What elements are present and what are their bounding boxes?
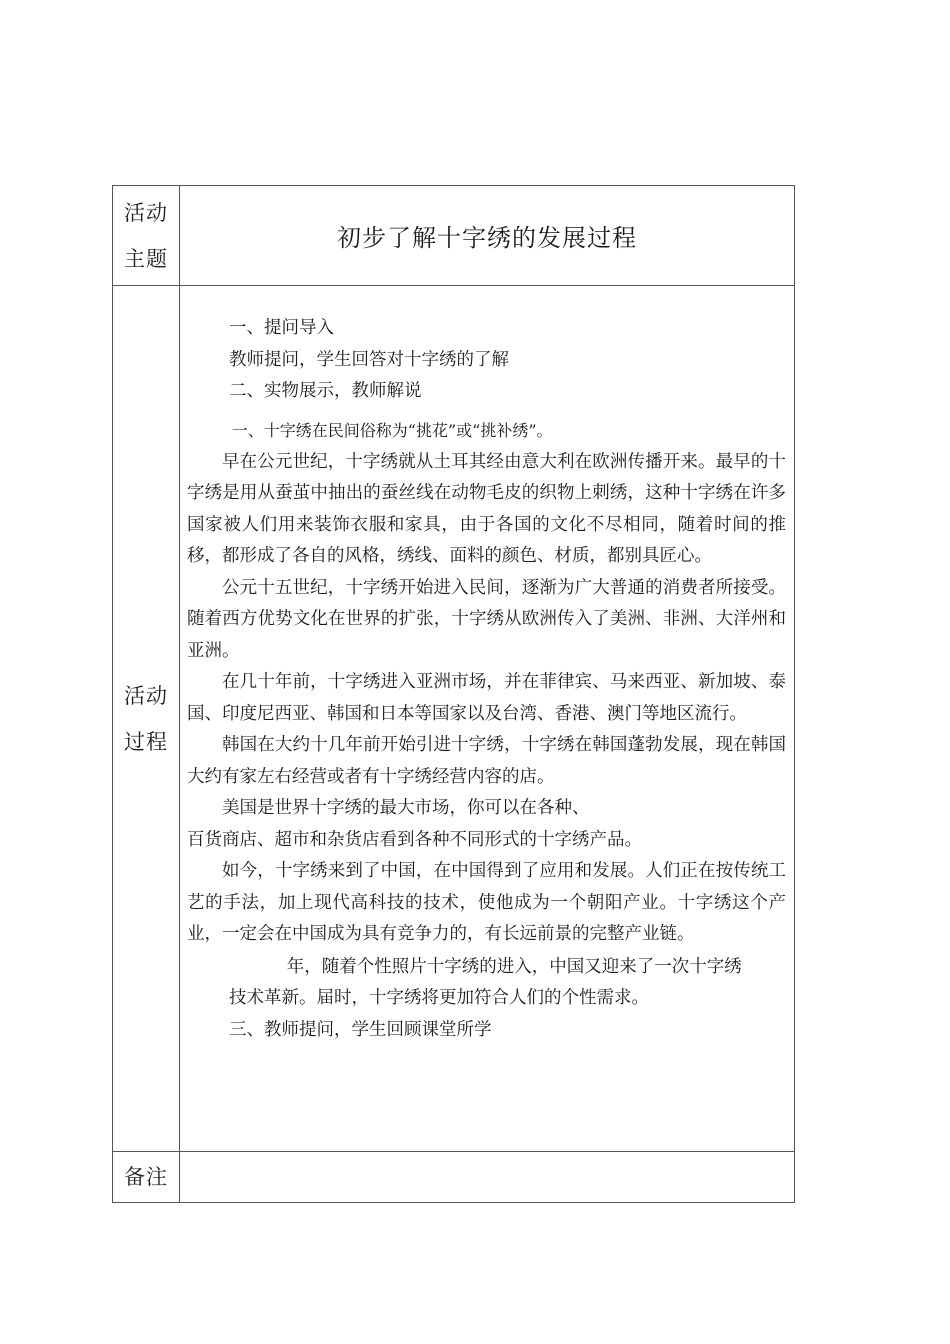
process-label-cell	[113, 286, 180, 1152]
paragraph-china: 如今，十字绣来到了中国，在中国得到了应用和发展。人们正在按传统工艺的手法，加上现代高科技的技术，使他成为一个朝阳产业。十字绣这个产业，一定会在中国成为具有竞争力的，有长远前景的完整产业链。	[187, 861, 786, 944]
topic-title: 初步了解十字绣的发展过程	[180, 186, 795, 286]
paragraph-usa-line1: 美国是世界十字绣的最大市场，你可以在各种、	[222, 798, 590, 818]
paragraph-origin: 早在公元世纪，十字绣就从土耳其经由意大利在欧洲传播开来。最早的十字绣是用从蚕茧中抽出的蚕丝线在动物毛皮的织物上刺绣，这种十字绣在许多国家被人们用来装饰衣服和家具，由于各国的文化不尽相同，随着时间的推移，都形成了各自的风格，绣线、面料的颜色、材质，都别具匠心。	[187, 451, 786, 566]
topic-row	[113, 186, 795, 286]
process-label-line1: 活动	[124, 683, 168, 708]
paragraph-15th-century: 公元十五世纪，十字绣开始进入民间，逐渐为广大普通的消费者所接受。随着西方优势文化在世界的扩张，十字绣从欧洲传入了美洲、非洲、大洋州和亚洲。	[187, 577, 786, 661]
lesson-plan-table	[112, 185, 795, 1203]
process-row	[113, 286, 795, 1152]
paragraph-usa-line2: 百货商店、超市和杂货店看到各种不同形式的十字绣产品。	[187, 829, 642, 850]
paragraph-photo-line1: 年，随着个性照片十字绣的进入，中国又迎来了一次十字绣	[286, 956, 742, 977]
paragraph-asia: 在几十年前，十字绣进入亚洲市场，并在菲律宾、马来西亚、新加坡、泰国、印度尼西亚、韩国和日本等国家以及台湾、香港、澳门等地区流行。	[187, 672, 786, 724]
process-label-line2: 过程	[124, 729, 168, 754]
topic-label-cell	[113, 186, 180, 286]
notes-content	[180, 1152, 795, 1203]
section1-text: 教师提问，学生回答对十字绣的了解	[229, 349, 509, 370]
paragraph-photo-cross-stitch	[187, 952, 786, 1015]
point1-text: 一、十字绣在民间俗称为“挑花”或“挑补绣”。	[231, 420, 553, 440]
section3-heading: 三、教师提问，学生回顾课堂所学	[229, 1019, 492, 1040]
process-content	[180, 286, 794, 1046]
notes-row	[113, 1152, 795, 1203]
topic-label-line2: 主题	[124, 246, 168, 271]
topic-label-line1: 活动	[124, 200, 168, 225]
process-content-cell	[180, 286, 795, 1152]
notes-label: 备注	[113, 1152, 180, 1203]
section1-heading: 一、提问导入	[229, 318, 334, 338]
paragraph-photo-line2: 技术革新。届时，十字绣将更加符合人们的个性需求。	[229, 988, 649, 1008]
section2-heading: 二、实物展示，教师解说	[229, 381, 422, 401]
paragraph-korea: 韩国在大约十几年前开始引进十字绣，十字绣在韩国蓬勃发展，现在韩国大约有家左右经营或者有十字绣经营内容的店。	[187, 735, 786, 787]
